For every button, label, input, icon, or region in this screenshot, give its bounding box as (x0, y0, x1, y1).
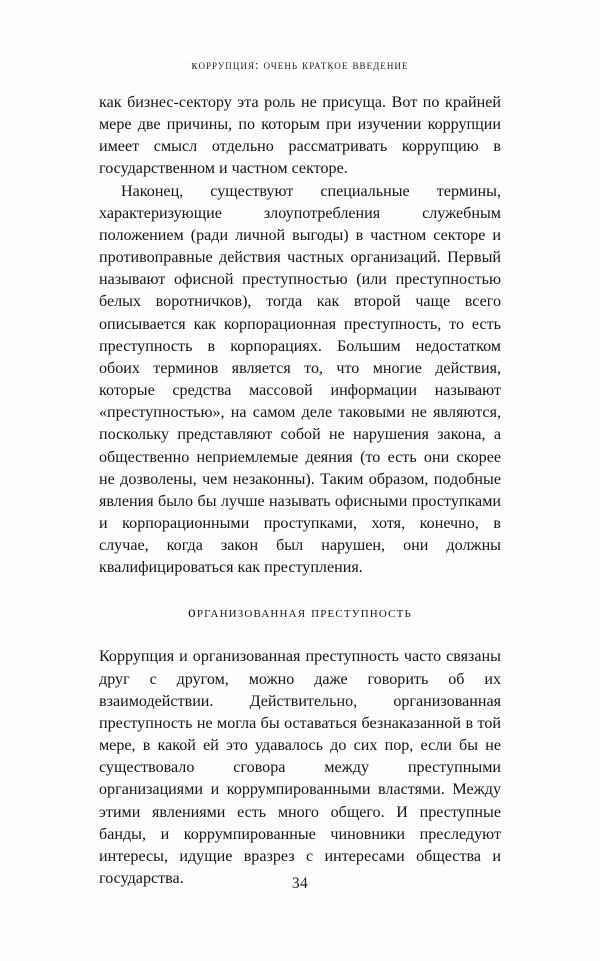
page-text-block (99, 92, 501, 890)
body-paragraph-1: как бизнес-сектору эта роль не присуща. Вот по крайней мере две причины, по которым при изучении коррупции имеет смысл отдельно рассматривать коррупцию в государственном и частном секторе. (99, 94, 501, 178)
section-heading: организованная преступность (188, 604, 412, 622)
paragraph-block-2 (99, 181, 501, 580)
body-paragraph-3: Коррупция и организованная преступность часто связаны друг с другом, можно даже говорить об их взаимодействии. Действительно, организованная преступность не могла бы оставаться безнаказанной в той мере, в какой ей это удавалось до сих пор, если бы не существовало сговора между преступными организациями и коррумпированными властями. Между этими явлениями есть много общего. И преступные банды, и коррумпированные чиновники преследуют интересы, идущие вразрез с интересами общества и государства. (99, 648, 501, 887)
body-paragraph-2: Наконец, существуют специальные термины, характеризующие злоупотребления служебным положением (ради личной выгоды) в частном секторе и противоправные действия частных организаций. Первый называют офисной преступностью (или преступностью белых воротничков), тогда как второй чаще всего описывается как корпорационная преступность, то есть преступность в корпорациях. Большим недостатком обоих терминов является то, что многие действия, которые средства массовой информации называют «преступностью», на самом деле таковыми не являются, поскольку представляют собой не нарушения закона, а общественно неприемлемые деяния (то есть они скорее не дозволены, чем незаконны). Таким образом, подобные явления было бы лучше называть офисными проступками и корпорационными проступками, хотя, конечно, в случае, когда закон был нарушен, они должны квалифицироваться как преступления. (99, 182, 501, 577)
paragraph-block-3 (99, 646, 501, 890)
paragraph-block-1 (99, 92, 501, 181)
running-head: коррупция: очень краткое введение (191, 58, 409, 72)
page-number: 34 (291, 875, 309, 892)
